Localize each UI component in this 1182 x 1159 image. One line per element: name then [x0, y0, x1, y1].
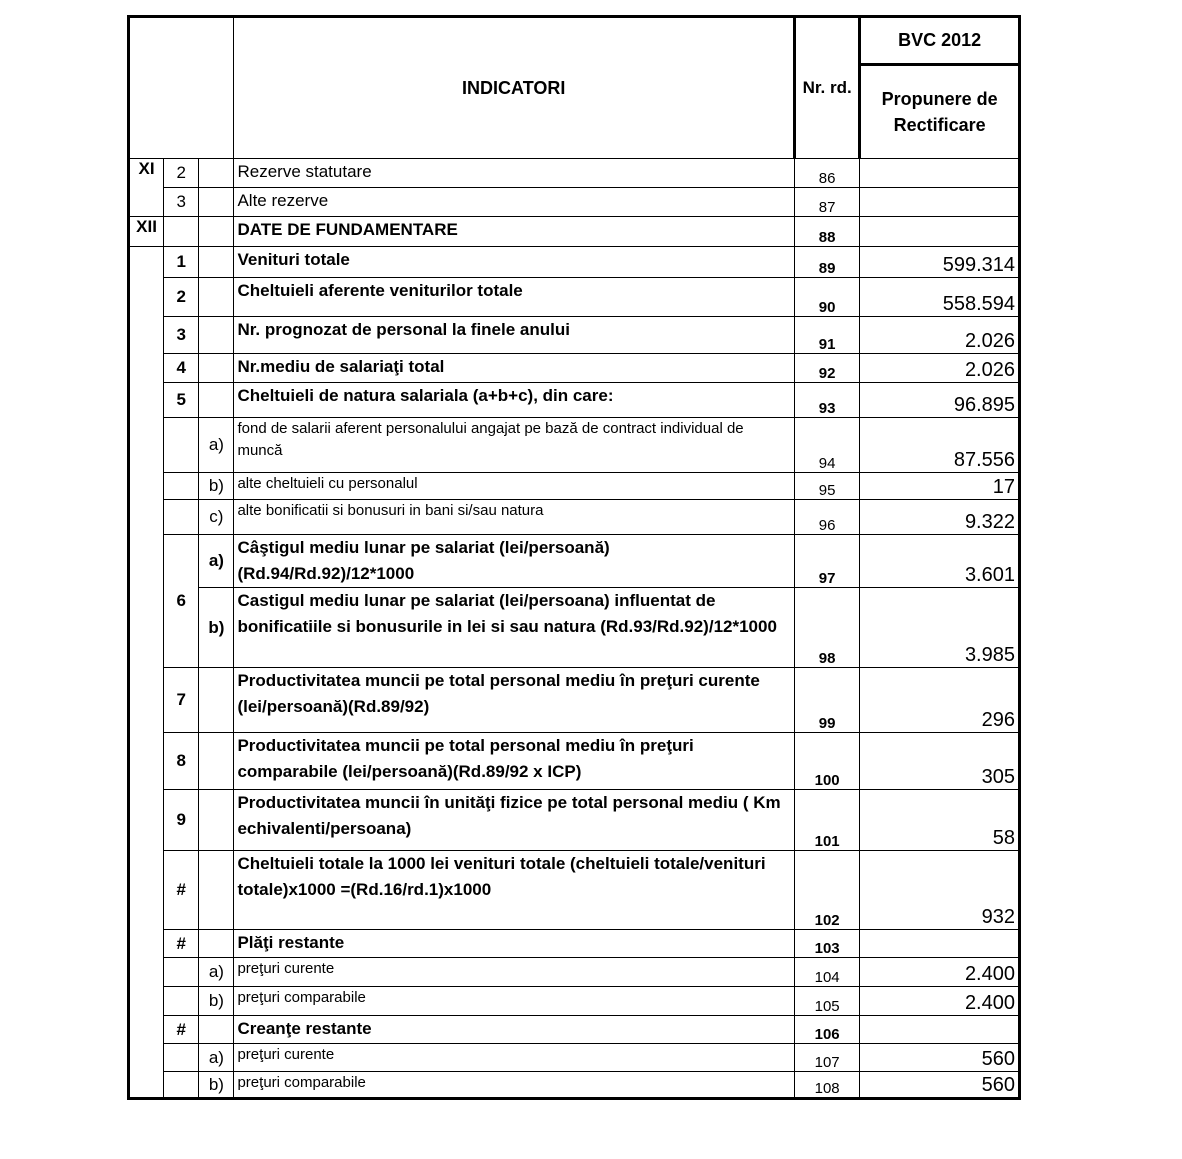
value-cell: 17	[860, 473, 1020, 500]
value-cell	[860, 188, 1020, 217]
sub-letter-cell	[199, 317, 234, 354]
indicator-cell: preţuri curente	[234, 1044, 795, 1072]
value-cell: 3.601	[860, 535, 1020, 588]
indicator-cell: Câştigul mediu lunar pe salariat (lei/persoană) (Rd.94/Rd.92)/12*1000	[234, 535, 795, 588]
nr-rd-cell: 99	[794, 668, 859, 733]
indicator-cell: alte bonificatii si bonusuri in bani si/sau natura	[234, 500, 795, 535]
sub-letter-cell	[199, 668, 234, 733]
header-nr-rd: Nr. rd.	[794, 17, 859, 159]
value-cell: 58	[860, 790, 1020, 851]
row-number-cell: 1	[164, 247, 199, 278]
sub-letter-cell	[199, 159, 234, 188]
section-cell: XI	[129, 159, 164, 217]
table-row	[129, 1044, 1020, 1072]
row-number-cell	[164, 1072, 199, 1099]
table-row	[129, 1016, 1020, 1044]
row-number-cell	[164, 217, 199, 247]
indicator-cell: DATE DE FUNDAMENTARE	[234, 217, 795, 247]
row-number-cell: 3	[164, 188, 199, 217]
value-cell: 305	[860, 733, 1020, 790]
sub-letter-cell	[199, 733, 234, 790]
value-cell	[860, 217, 1020, 247]
indicator-cell: Productivitatea muncii în unităţi fizice pe total personal mediu ( Km echivalenti/persoana)	[234, 790, 795, 851]
sub-letter-cell: a)	[199, 418, 234, 473]
nr-rd-cell: 100	[794, 733, 859, 790]
value-cell: 599.314	[860, 247, 1020, 278]
section-cell	[129, 247, 164, 1099]
header-propunere: Propunere de Rectificare	[860, 65, 1020, 159]
indicator-cell: alte cheltuieli cu personalul	[234, 473, 795, 500]
table-row	[129, 1072, 1020, 1099]
row-number-cell: 3	[164, 317, 199, 354]
value-cell: 558.594	[860, 278, 1020, 317]
sub-letter-cell: a)	[199, 535, 234, 588]
sub-letter-cell	[199, 217, 234, 247]
indicator-cell: Venituri totale	[234, 247, 795, 278]
row-number-cell: 2	[164, 278, 199, 317]
sub-letter-cell: b)	[199, 987, 234, 1016]
nr-rd-cell: 94	[794, 418, 859, 473]
table-row	[129, 383, 1020, 418]
sub-letter-cell	[199, 851, 234, 930]
row-number-cell: 2	[164, 159, 199, 188]
sub-letter-cell	[199, 790, 234, 851]
table-row	[129, 247, 1020, 278]
indicator-cell: preţuri comparabile	[234, 987, 795, 1016]
sub-letter-cell	[199, 278, 234, 317]
indicator-cell: Creanţe restante	[234, 1016, 795, 1044]
indicator-cell: preţuri comparabile	[234, 1072, 795, 1099]
table-row	[129, 668, 1020, 733]
indicator-cell: Castigul mediu lunar pe salariat (lei/persoana) influentat de bonificatiile si bonusurile in lei si sau natura (Rd.93/Rd.92)/12*1000	[234, 588, 795, 668]
row-number-cell: 9	[164, 790, 199, 851]
row-number-cell: 7	[164, 668, 199, 733]
nr-rd-cell: 108	[794, 1072, 859, 1099]
row-number-cell	[164, 473, 199, 500]
nr-rd-cell: 102	[794, 851, 859, 930]
sub-letter-cell: a)	[199, 958, 234, 987]
row-number-cell: 4	[164, 354, 199, 383]
row-number-cell: #	[164, 851, 199, 930]
header-blank	[129, 17, 234, 159]
header-indicatori: INDICATORI	[234, 17, 795, 159]
indicator-cell: Alte rezerve	[234, 188, 795, 217]
row-number-cell	[164, 1044, 199, 1072]
nr-rd-cell: 97	[794, 535, 859, 588]
table-row	[129, 851, 1020, 930]
nr-rd-cell: 106	[794, 1016, 859, 1044]
table-row	[129, 188, 1020, 217]
nr-rd-cell: 96	[794, 500, 859, 535]
nr-rd-cell: 90	[794, 278, 859, 317]
nr-rd-cell: 104	[794, 958, 859, 987]
value-cell: 560	[860, 1072, 1020, 1099]
nr-rd-cell: 91	[794, 317, 859, 354]
sub-letter-cell	[199, 188, 234, 217]
table-row	[129, 473, 1020, 500]
header-row-top	[129, 17, 1020, 65]
table-row	[129, 958, 1020, 987]
bvc-table	[127, 15, 1021, 1100]
value-cell: 9.322	[860, 500, 1020, 535]
table-row	[129, 278, 1020, 317]
indicator-cell: Rezerve statutare	[234, 159, 795, 188]
table-row	[129, 535, 1020, 588]
nr-rd-cell: 86	[794, 159, 859, 188]
sub-letter-cell: c)	[199, 500, 234, 535]
table-row	[129, 987, 1020, 1016]
nr-rd-cell: 98	[794, 588, 859, 668]
table-row	[129, 588, 1020, 668]
indicator-cell: Cheltuieli aferente veniturilor totale	[234, 278, 795, 317]
value-cell: 560	[860, 1044, 1020, 1072]
sub-letter-cell	[199, 354, 234, 383]
indicator-cell: preţuri curente	[234, 958, 795, 987]
value-cell	[860, 159, 1020, 188]
nr-rd-cell: 89	[794, 247, 859, 278]
row-number-cell: 5	[164, 383, 199, 418]
indicator-cell: Cheltuieli de natura salariala (a+b+c), din care:	[234, 383, 795, 418]
nr-rd-cell: 105	[794, 987, 859, 1016]
value-cell: 932	[860, 851, 1020, 930]
nr-rd-cell: 93	[794, 383, 859, 418]
header-bvc: BVC 2012	[860, 17, 1020, 65]
table-row	[129, 354, 1020, 383]
row-number-cell	[164, 987, 199, 1016]
value-cell: 3.985	[860, 588, 1020, 668]
sub-letter-cell	[199, 383, 234, 418]
value-cell	[860, 930, 1020, 958]
sub-letter-cell: b)	[199, 1072, 234, 1099]
value-cell: 2.400	[860, 987, 1020, 1016]
row-number-cell: #	[164, 1016, 199, 1044]
indicator-cell: Nr.mediu de salariaţi total	[234, 354, 795, 383]
table-row	[129, 159, 1020, 188]
row-number-cell: #	[164, 930, 199, 958]
value-cell: 296	[860, 668, 1020, 733]
indicator-cell: Nr. prognozat de personal la finele anului	[234, 317, 795, 354]
sub-letter-cell: b)	[199, 473, 234, 500]
row-number-cell	[164, 418, 199, 473]
table-row	[129, 790, 1020, 851]
nr-rd-cell: 92	[794, 354, 859, 383]
nr-rd-cell: 107	[794, 1044, 859, 1072]
nr-rd-cell: 87	[794, 188, 859, 217]
sub-letter-cell: b)	[199, 588, 234, 668]
table-row	[129, 317, 1020, 354]
value-cell	[860, 1016, 1020, 1044]
sub-letter-cell: a)	[199, 1044, 234, 1072]
table-row	[129, 418, 1020, 473]
row-number-cell	[164, 500, 199, 535]
indicator-cell: Plăţi restante	[234, 930, 795, 958]
sub-letter-cell	[199, 1016, 234, 1044]
nr-rd-cell: 95	[794, 473, 859, 500]
table-row	[129, 930, 1020, 958]
table-row	[129, 733, 1020, 790]
value-cell: 87.556	[860, 418, 1020, 473]
value-cell: 2.400	[860, 958, 1020, 987]
indicator-cell: Productivitatea muncii pe total personal mediu în preţuri comparabile (lei/persoană)(Rd.89/92 x ICP)	[234, 733, 795, 790]
row-number-cell	[164, 958, 199, 987]
value-cell: 96.895	[860, 383, 1020, 418]
indicator-cell: Cheltuieli totale la 1000 lei venituri totale (cheltuieli totale/venituri totale)x1000 =(Rd.16/rd.1)x1000	[234, 851, 795, 930]
row-number-cell: 6	[164, 535, 199, 668]
section-cell: XII	[129, 217, 164, 247]
nr-rd-cell: 103	[794, 930, 859, 958]
table-row	[129, 217, 1020, 247]
value-cell: 2.026	[860, 354, 1020, 383]
indicator-cell: fond de salarii aferent personalului angajat pe bază de contract individual de muncă	[234, 418, 795, 473]
sub-letter-cell	[199, 247, 234, 278]
value-cell: 2.026	[860, 317, 1020, 354]
table-row	[129, 500, 1020, 535]
nr-rd-cell: 101	[794, 790, 859, 851]
sub-letter-cell	[199, 930, 234, 958]
nr-rd-cell: 88	[794, 217, 859, 247]
indicator-cell: Productivitatea muncii pe total personal mediu în preţuri curente (lei/persoană)(Rd.89/92)	[234, 668, 795, 733]
row-number-cell: 8	[164, 733, 199, 790]
